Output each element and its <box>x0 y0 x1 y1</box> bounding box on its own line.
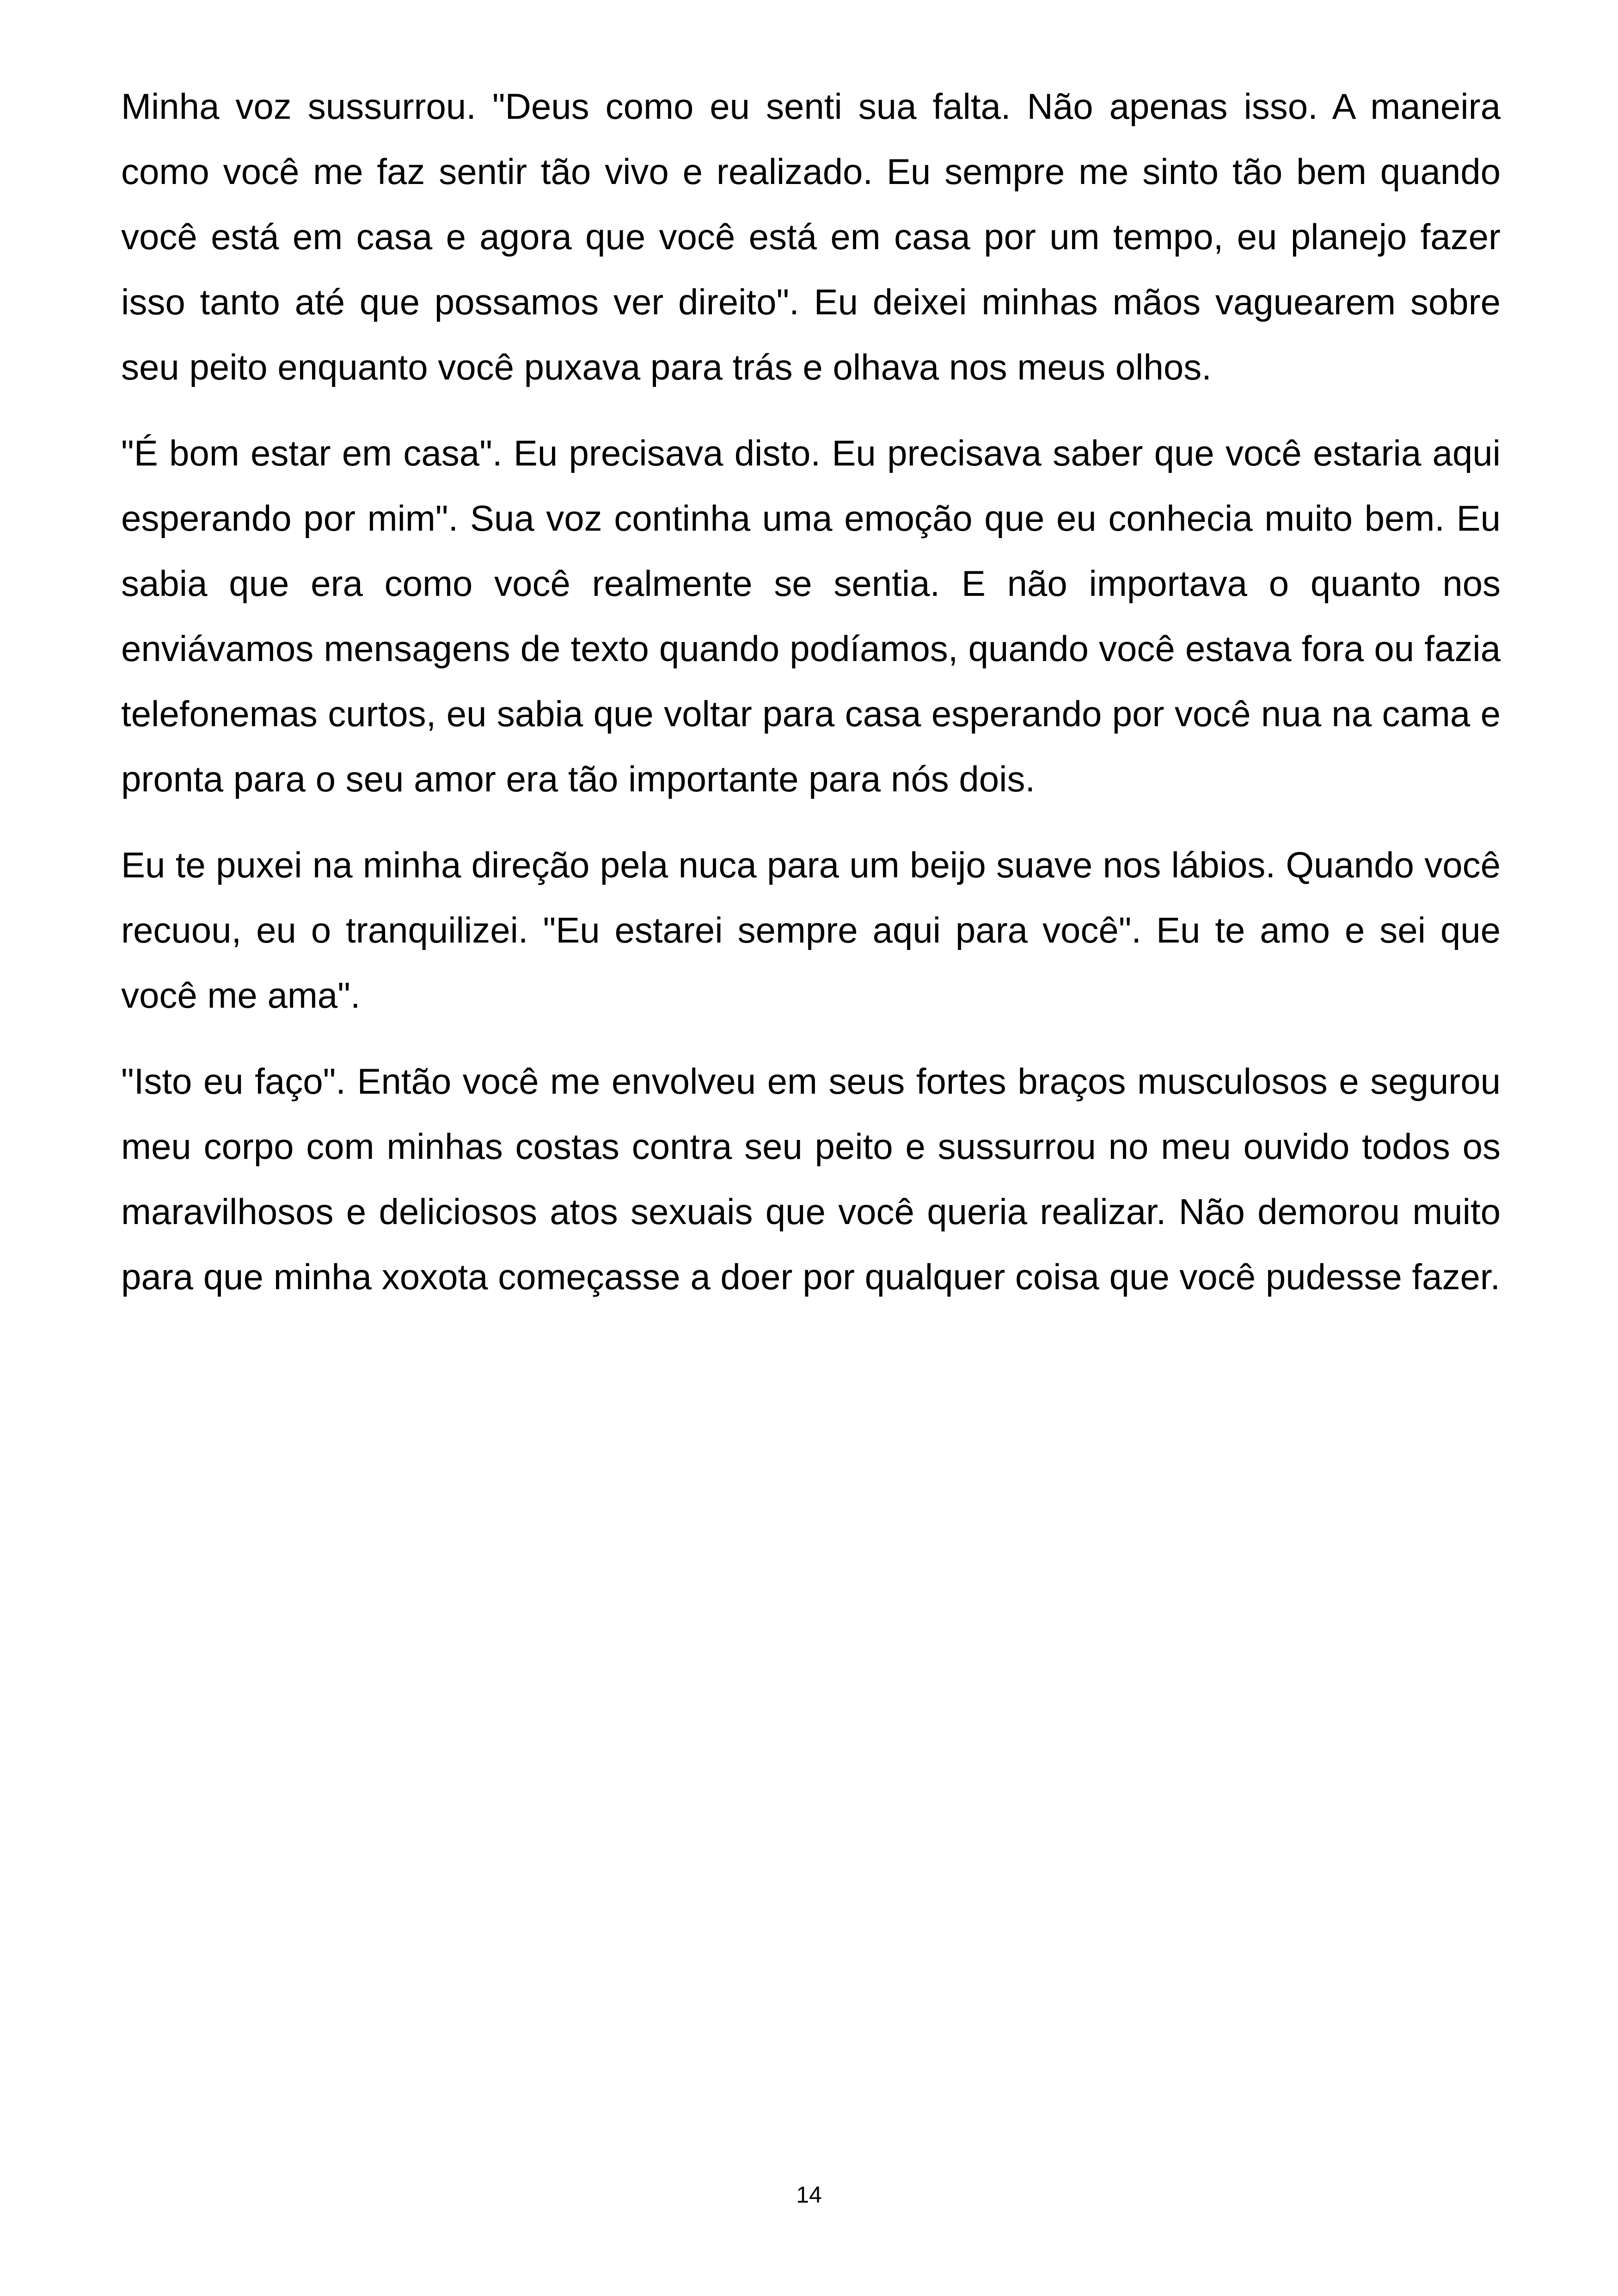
paragraph-3: Eu te puxei na minha direção pela nuca para um beijo suave nos lábios. Quando você recuou, eu o tranquilizei. "Eu estarei sempre aqui para você". Eu te amo e sei que você me ama". <box>121 845 1501 1016</box>
paragraph-4: "Isto eu faço". Então você me envolveu em seus fortes braços musculosos e segurou meu corpo com minhas costas contra seu peito e sussurrou no meu ouvido todos os maravilhosos e deliciosos atos sexuais que você queria realizar. Não demorou muito para que minha xoxota começasse a doer por qualquer coisa que você pudesse fazer. <box>121 1061 1501 1297</box>
page-number: 14 <box>796 2182 822 2208</box>
body-text <box>121 74 1501 1330</box>
paragraph-2: "É bom estar em casa". Eu precisava disto. Eu precisava saber que você estaria aqui esperando por mim". Sua voz continha uma emoção que eu conhecia muito bem. Eu sabia que era como você realmente se sentia. E não importava o quanto nos enviávamos mensagens de texto quando podíamos, quando você estava fora ou fazia telefonemas curtos, eu sabia que voltar para casa esperando por você nua na cama e pronta para o seu amor era tão importante para nós dois. <box>121 433 1501 799</box>
paragraph-1: Minha voz sussurrou. "Deus como eu senti sua falta. Não apenas isso. A maneira como você me faz sentir tão vivo e realizado. Eu sempre me sinto tão bem quando você está em casa e agora que você está em casa por um tempo, eu planejo fazer isso tanto até que possamos ver direito". Eu deixei minhas mãos vaguearem sobre seu peito enquanto você puxava para trás e olhava nos meus olhos. <box>121 86 1501 387</box>
